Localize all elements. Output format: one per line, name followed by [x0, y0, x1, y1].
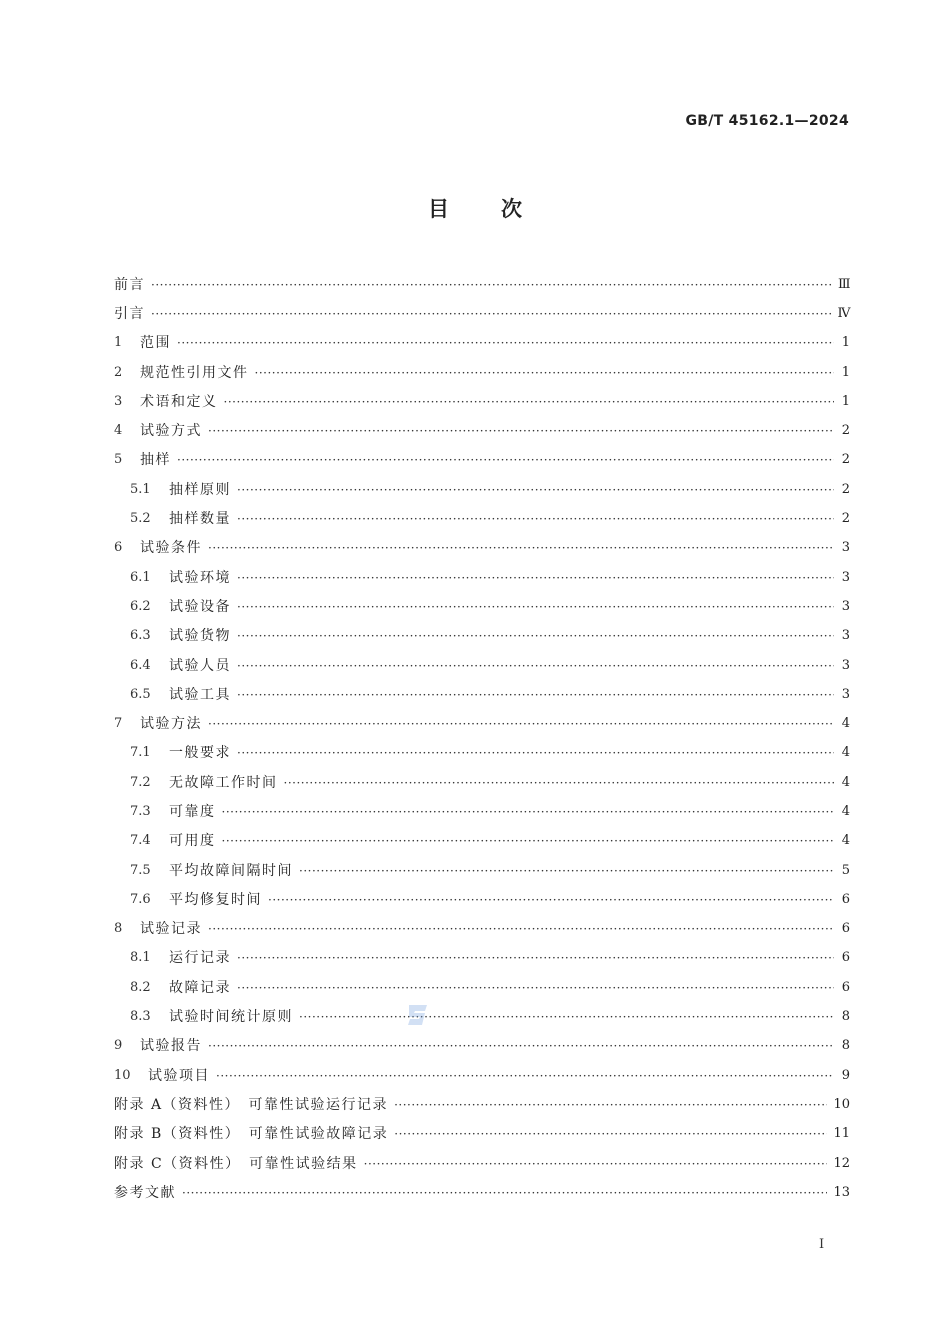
toc-leader-dots [394, 1096, 827, 1114]
toc-entry-page: 6 [841, 921, 850, 937]
toc-leader-dots [177, 451, 834, 469]
toc-leader-dots [394, 1125, 827, 1143]
toc-entry-label: 平均修复时间 [169, 891, 262, 908]
toc-entry[interactable] [114, 915, 850, 944]
toc-entry-number: 9 [114, 1038, 123, 1054]
toc-leader-dots [237, 979, 834, 997]
toc-leader-dots [182, 1184, 827, 1202]
toc-leader-dots [177, 334, 834, 352]
toc-entry[interactable] [114, 446, 850, 475]
toc-entry[interactable] [114, 475, 850, 504]
toc-title-part1: 目 [428, 197, 449, 221]
toc-entry-label: 试验工具 [169, 686, 231, 703]
toc-entry[interactable] [114, 680, 850, 709]
toc-entry-label: 试验项目 [148, 1067, 210, 1084]
toc-leader-dots [208, 715, 834, 733]
toc-entry-label: 试验货物 [169, 628, 231, 645]
toc-entry-number: 7.2 [130, 774, 151, 790]
toc-entry-page: 10 [833, 1096, 850, 1112]
toc-leader-dots [299, 862, 834, 880]
toc-leader-dots [208, 920, 834, 938]
toc-leader-dots [284, 774, 835, 792]
toc-entry-page: 4 [841, 745, 850, 761]
toc-entry-number: 1 [114, 335, 123, 351]
toc-leader-dots [255, 364, 835, 382]
toc-entry-page: 2 [841, 511, 850, 527]
toc-entry-label: 试验方法 [140, 716, 202, 733]
toc-entry-label: 无故障工作时间 [169, 774, 278, 791]
toc-entry-number: 8.2 [130, 979, 151, 995]
toc-entry-page: 6 [841, 891, 850, 907]
toc-entry[interactable] [114, 1120, 850, 1149]
toc-entry[interactable] [114, 973, 850, 1002]
toc-entry-page: 9 [841, 1067, 850, 1083]
toc-entry-number: 6.2 [130, 598, 151, 614]
toc-entry-label: 参考文献 [114, 1184, 176, 1201]
toc-entry[interactable] [114, 416, 850, 445]
toc-entry-page: 4 [841, 716, 850, 732]
toc-entry-number: 7.3 [130, 803, 151, 819]
toc-entry[interactable] [114, 709, 850, 738]
toc-entry[interactable] [114, 1178, 850, 1207]
toc-entry-page: 4 [841, 803, 850, 819]
toc-entry[interactable] [114, 387, 850, 416]
toc-entry-number: 6 [114, 540, 123, 556]
toc-entry-label: 附录 C（资料性） 可靠性试验结果 [114, 1155, 358, 1172]
toc-entry-page: 4 [841, 774, 850, 790]
toc-leader-dots [237, 686, 834, 704]
standard-code: GB/T 45162.1—2024 [685, 113, 849, 129]
toc-entry-label: 平均故障间隔时间 [169, 862, 293, 879]
toc-entry[interactable] [114, 504, 850, 533]
table-of-contents [114, 270, 850, 1208]
toc-entry[interactable] [114, 592, 850, 621]
toc-entry[interactable] [114, 534, 850, 563]
toc-entry[interactable] [114, 358, 850, 387]
toc-entry-page: 13 [833, 1184, 850, 1200]
toc-entry-label: 附录 B（资料性） 可靠性试验故障记录 [114, 1126, 389, 1143]
toc-title-part2: 次 [501, 197, 522, 221]
toc-entry-label: 故障记录 [169, 979, 231, 996]
toc-entry-label: 一般要求 [169, 745, 231, 762]
toc-entry-number: 8 [114, 921, 123, 937]
toc-entry[interactable] [114, 329, 850, 358]
toc-entry-label: 试验方式 [140, 423, 202, 440]
toc-leader-dots [237, 481, 834, 499]
toc-entry-label: 术语和定义 [140, 393, 218, 410]
toc-entry[interactable] [114, 1090, 850, 1119]
toc-entry-page: 3 [841, 686, 850, 702]
toc-leader-dots [151, 305, 832, 323]
toc-entry-number: 7 [114, 716, 123, 732]
toc-leader-dots [237, 598, 834, 616]
toc-entry-label: 试验时间统计原则 [169, 1009, 293, 1026]
toc-entry-number: 10 [114, 1067, 131, 1083]
toc-entry-page: 3 [841, 628, 850, 644]
toc-entry-page: 5 [841, 862, 850, 878]
toc-leader-dots [299, 1008, 834, 1026]
toc-leader-dots [237, 627, 834, 645]
toc-entry-label: 范围 [140, 335, 171, 352]
toc-entry-page: 2 [841, 481, 850, 497]
toc-entry-page: 8 [841, 1038, 850, 1054]
toc-entry-number: 4 [114, 423, 123, 439]
toc-entry-page: 6 [841, 979, 850, 995]
toc-entry-label: 试验人员 [169, 657, 231, 674]
toc-leader-dots [151, 276, 832, 294]
toc-entry-page: 6 [841, 950, 850, 966]
toc-title [0, 193, 950, 223]
page-number: I [819, 1237, 825, 1252]
toc-entry-number: 5.2 [130, 511, 151, 527]
toc-leader-dots [364, 1155, 828, 1173]
toc-entry[interactable] [114, 739, 850, 768]
toc-entry-page: 2 [841, 452, 850, 468]
toc-entry-page: 1 [841, 364, 850, 380]
toc-entry-label: 规范性引用文件 [140, 364, 249, 381]
toc-entry-number: 7.6 [130, 891, 151, 907]
toc-entry-label: 试验环境 [169, 569, 231, 586]
toc-entry-number: 2 [114, 364, 123, 380]
toc-entry[interactable] [114, 768, 850, 797]
toc-entry[interactable] [114, 1061, 850, 1090]
toc-entry[interactable] [114, 944, 850, 973]
toc-entry-page: 3 [841, 657, 850, 673]
toc-entry-page: 1 [841, 335, 850, 351]
toc-entry-number: 5.1 [130, 481, 151, 497]
toc-entry[interactable] [114, 1032, 850, 1061]
toc-entry-number: 7.4 [130, 833, 151, 849]
toc-entry[interactable] [114, 563, 850, 592]
toc-entry-page: 3 [841, 540, 850, 556]
toc-entry-label: 附录 A（资料性） 可靠性试验运行记录 [114, 1096, 389, 1113]
toc-entry-number: 3 [114, 393, 123, 409]
toc-leader-dots [268, 891, 834, 909]
toc-leader-dots [237, 744, 834, 762]
toc-leader-dots [237, 949, 834, 967]
toc-entry-number: 6.3 [130, 628, 151, 644]
watermark-logo-icon [405, 1002, 431, 1028]
toc-entry-page: 1 [841, 393, 850, 409]
toc-entry[interactable] [114, 797, 850, 826]
toc-entry-page: Ⅲ [837, 276, 850, 292]
toc-entry-page: 12 [833, 1155, 850, 1171]
toc-entry[interactable] [114, 651, 850, 680]
toc-entry-page: 11 [833, 1126, 850, 1142]
toc-entry-label: 前言 [114, 276, 145, 293]
toc-entry-label: 引言 [114, 305, 145, 322]
toc-entry[interactable] [114, 827, 850, 856]
toc-entry-number: 8.3 [130, 1009, 151, 1025]
toc-leader-dots [237, 569, 834, 587]
toc-leader-dots [222, 803, 835, 821]
toc-entry-page: 3 [841, 569, 850, 585]
toc-entry-page: 2 [841, 423, 850, 439]
toc-entry-page: 3 [841, 598, 850, 614]
toc-leader-dots [208, 1037, 834, 1055]
toc-entry-label: 运行记录 [169, 950, 231, 967]
toc-entry[interactable] [114, 1002, 850, 1031]
toc-entry[interactable] [114, 856, 850, 885]
toc-entry-label: 试验条件 [140, 540, 202, 557]
toc-entry-number: 6.5 [130, 686, 151, 702]
toc-entry-number: 6.1 [130, 569, 151, 585]
toc-leader-dots [237, 510, 834, 528]
toc-leader-dots [224, 393, 835, 411]
toc-entry-label: 可用度 [169, 833, 216, 850]
toc-entry-number: 5 [114, 452, 123, 468]
toc-leader-dots [216, 1067, 834, 1085]
toc-entry-page: 8 [841, 1009, 850, 1025]
toc-entry-page: 4 [841, 833, 850, 849]
toc-entry-number: 8.1 [130, 950, 151, 966]
toc-entry-label: 试验报告 [140, 1038, 202, 1055]
toc-leader-dots [208, 539, 834, 557]
toc-entry-number: 7.1 [130, 745, 151, 761]
toc-entry-number: 6.4 [130, 657, 151, 673]
toc-entry[interactable] [114, 299, 850, 328]
toc-leader-dots [222, 832, 835, 850]
toc-entry-page: Ⅳ [837, 305, 850, 321]
toc-entry-label: 抽样 [140, 452, 171, 469]
toc-entry-label: 抽样原则 [169, 481, 231, 498]
toc-entry[interactable] [114, 1149, 850, 1178]
toc-leader-dots [237, 657, 834, 675]
toc-entry[interactable] [114, 622, 850, 651]
toc-entry[interactable] [114, 270, 850, 299]
toc-entry-label: 抽样数量 [169, 511, 231, 528]
toc-leader-dots [208, 422, 834, 440]
toc-entry-label: 可靠度 [169, 803, 216, 820]
toc-entry-number: 7.5 [130, 862, 151, 878]
toc-entry[interactable] [114, 885, 850, 914]
toc-entry-label: 试验设备 [169, 598, 231, 615]
toc-entry-label: 试验记录 [140, 921, 202, 938]
